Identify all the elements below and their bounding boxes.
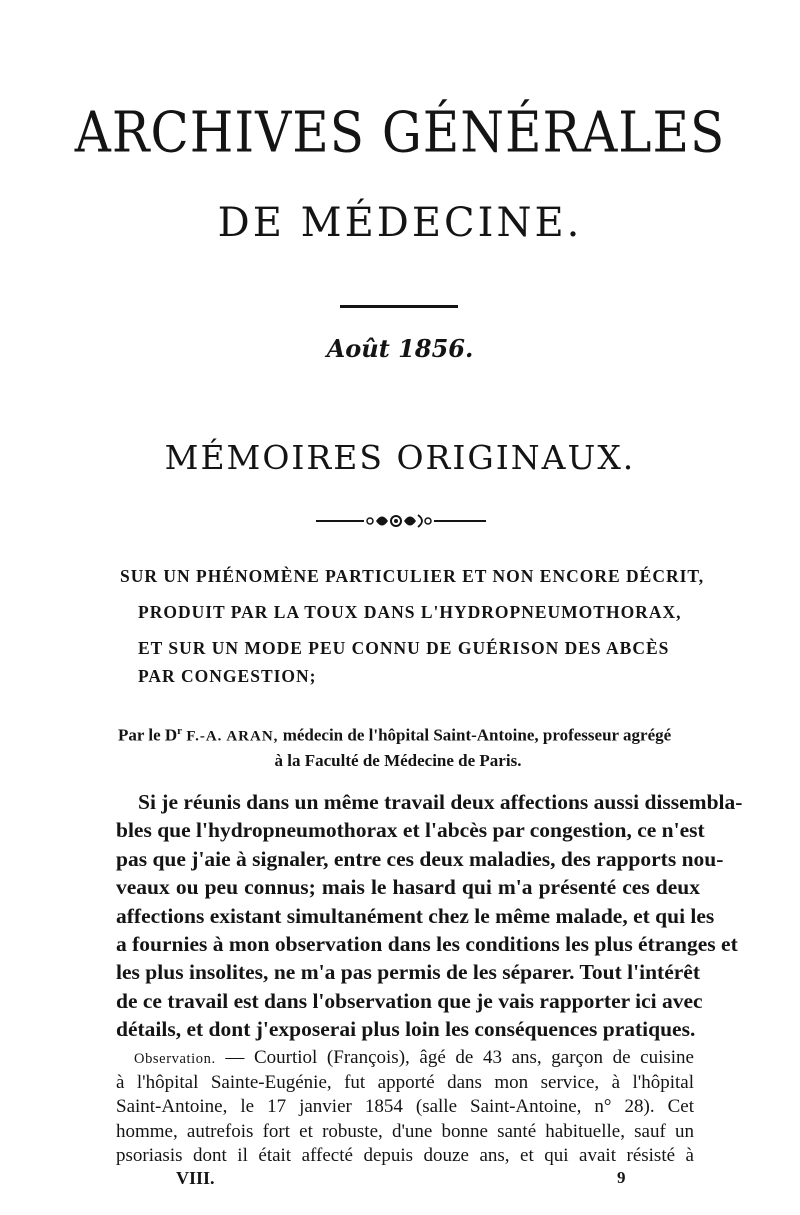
observation-line: psoriasis dont il était affecté depuis douze ans, et qui avait résisté à: [116, 1144, 694, 1166]
body-line: détails, et dont j'exposerai plus loin les conséquences pratiques.: [116, 1017, 696, 1042]
byline-sup: r: [177, 725, 183, 737]
body-line: a fournies à mon observation dans les conditions les plus étranges et: [116, 932, 738, 957]
page-number: 9: [617, 1168, 626, 1187]
observation-paragraph: [116, 1046, 694, 1168]
section-title: MÉMOIRES ORIGINAUX.: [164, 438, 636, 477]
article-title-line: PAR CONGESTION;: [138, 666, 317, 686]
article-title-line: SUR UN PHÉNOMÈNE PARTICULIER ET NON ENCORE DÉCRIT,: [120, 566, 705, 586]
issue-date: Août 1856.: [326, 334, 474, 363]
article-title-line: ET SUR UN MODE PEU CONNU DE GUÉRISON DES ABCÈS: [138, 638, 670, 658]
author-affiliation: médecin de l'hôpital Saint-Antoine, professeur agrégé: [278, 725, 672, 745]
ornament-divider: [316, 510, 486, 532]
author-name: F.-A. ARAN,: [186, 728, 279, 745]
journal-title: ARCHIVES GÉNÉRALES: [74, 100, 726, 165]
body-line: bles que l'hydropneumothorax et l'abcès par congestion, ce n'est: [116, 818, 705, 843]
article-title-line: PRODUIT PAR LA TOUX DANS L'HYDROPNEUMOTHORAX,: [138, 602, 682, 622]
observation-line: Saint-Antoine, le 17 janvier 1854 (salle Saint-Antoine, n° 28). Cet: [116, 1096, 694, 1118]
body-line: affections existant simultanément chez le même malade, et qui les: [116, 903, 715, 928]
body-line: veaux ou peu connus; mais le hasard qui m'a présenté ces deux: [116, 875, 700, 900]
body-paragraph: [116, 788, 743, 1044]
observation-label: Observation.: [134, 1051, 216, 1067]
body-line: les plus insolites, ne m'a pas permis de les séparer. Tout l'intérêt: [116, 960, 700, 985]
author-byline: [118, 720, 698, 772]
journal-subtitle: DE MÉDECINE.: [217, 200, 583, 246]
observation-line: à l'hôpital Sainte-Eugénie, fut apporté dans mon service, à l'hôpital: [116, 1072, 694, 1094]
body-line: Si je réunis dans un même travail deux affections aussi dissembla-: [138, 790, 743, 814]
body-line: pas que j'aie à signaler, entre ces deux maladies, des rapports nou-: [116, 846, 724, 871]
signature-mark: VIII.: [176, 1168, 215, 1188]
divider-rule: [340, 305, 458, 308]
observation-line: [116, 1046, 694, 1071]
observation-line: homme, autrefois fort et robuste, d'une bonne santé habituelle, sauf un: [116, 1120, 694, 1142]
byline-prefix: Par le D: [118, 725, 178, 745]
body-line: de ce travail est dans l'observation que je vais rapporter ici avec: [116, 988, 703, 1013]
observation-text: — Courtiol (François), âgé de 43 ans, garçon de cuisine: [215, 1047, 694, 1068]
author-affiliation-line2: à la Faculté de Médecine de Paris.: [274, 750, 522, 770]
